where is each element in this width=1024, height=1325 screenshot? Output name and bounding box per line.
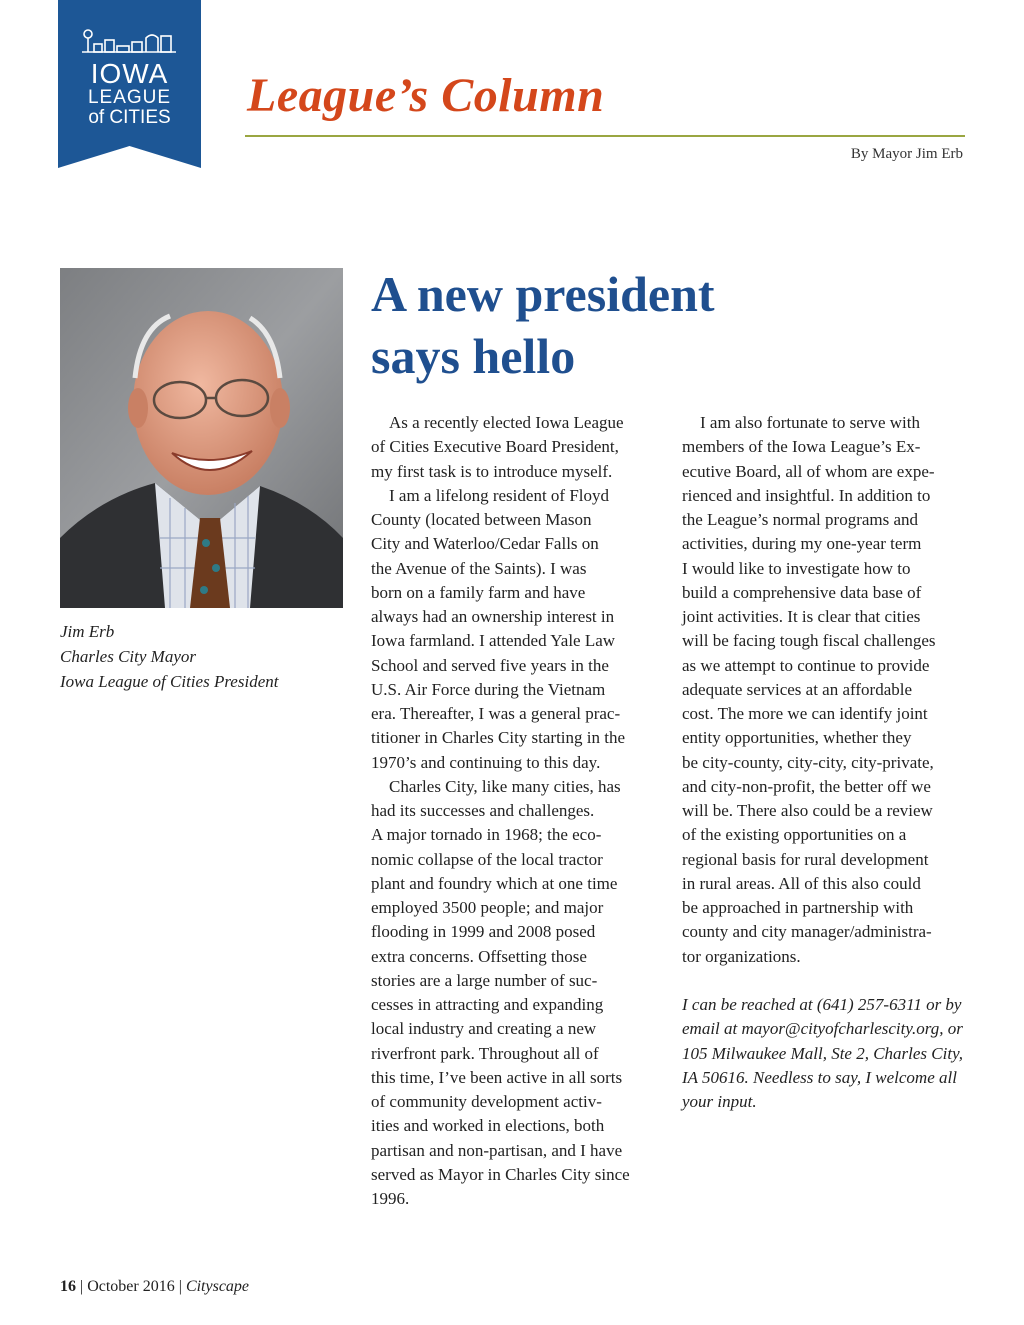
text-line: ecutive Board, all of whom are expe- xyxy=(682,461,935,481)
logo-cities-text: of CITIES xyxy=(88,107,171,128)
text-line: be approached in partnership with xyxy=(682,898,914,917)
text-line: employed 3500 people; and major xyxy=(371,898,604,917)
text-line: will be facing tough fiscal challenges xyxy=(682,631,936,651)
text-line: era. Thereafter, I was a general prac- xyxy=(371,704,621,723)
text-line: activities, during my one-year term xyxy=(682,534,922,554)
text-line: Iowa farmland. I attended Yale Law xyxy=(371,631,616,651)
footer-separator: | xyxy=(174,1278,186,1295)
text-line: served as Mayor in Charles City since xyxy=(371,1164,630,1184)
text-line: county and city manager/administra- xyxy=(682,922,932,942)
headline-line: says hello xyxy=(371,328,576,384)
text-line: of the existing opportunities on a xyxy=(682,825,907,845)
text-line: my first task is to introduce myself. xyxy=(371,461,613,481)
text-line: 1970’s and continuing to this day. xyxy=(371,752,601,772)
text-line: tor organizations. xyxy=(682,946,801,966)
column-title: League’s Column xyxy=(247,69,605,122)
text-line: City and Waterloo/Cedar Falls on xyxy=(371,534,599,554)
text-line: U.S. Air Force during the Vietnam xyxy=(371,679,606,699)
article-headline xyxy=(371,263,715,387)
contact-line: email at mayor@cityofcharlescity.org, or xyxy=(682,1019,963,1039)
caption-role: Iowa League of Cities President xyxy=(60,672,279,691)
text-line: of Cities Executive Board President, xyxy=(371,437,619,457)
text-line: in rural areas. All of this also could xyxy=(682,873,921,893)
text-line: 1996. xyxy=(371,1189,410,1208)
text-line: as we attempt to continue to provide xyxy=(682,655,930,675)
text-line: members of the Iowa League’s Ex- xyxy=(682,437,921,457)
page-number: 16 xyxy=(60,1278,76,1295)
text-line: stories are a large number of suc- xyxy=(371,970,598,990)
text-line: As a recently elected Iowa League xyxy=(389,413,624,432)
photo-caption xyxy=(60,619,278,694)
text-line: partisan and non-partisan, and I have xyxy=(371,1140,623,1160)
contact-line: IA 50616. Needless to say, I welcome all xyxy=(682,1067,957,1087)
iowa-league-logo xyxy=(58,0,201,168)
text-line: I am also fortunate to serve with xyxy=(700,413,920,432)
text-line: A major tornado in 1968; the eco- xyxy=(371,825,602,845)
text-line: and city-non-profit, the better off we xyxy=(682,776,931,796)
footer-separator: | xyxy=(76,1278,88,1295)
text-line: flooding in 1999 and 2008 posed xyxy=(371,922,596,942)
magazine-name: Cityscape xyxy=(185,1278,250,1295)
text-line: the Avenue of the Saints). I was xyxy=(371,558,587,578)
text-line: plant and foundry which at one time xyxy=(371,873,618,893)
text-line: always had an ownership interest in xyxy=(371,607,615,626)
caption-title: Charles City Mayor xyxy=(60,647,196,666)
text-line: cesses in attracting and expanding xyxy=(371,995,604,1014)
article-column-right xyxy=(682,411,936,969)
text-line: Charles City, like many cities, has xyxy=(389,776,621,796)
issue-date: October 2016 xyxy=(87,1278,175,1295)
text-line: the League’s normal programs and xyxy=(682,510,919,529)
text-line: School and served five years in the xyxy=(371,655,609,675)
mayor-portrait-photo xyxy=(60,268,343,608)
text-line: rienced and insightful. In addition to xyxy=(682,485,931,505)
text-line: adequate services at an affordable xyxy=(682,679,913,699)
contact-line: your input. xyxy=(682,1092,757,1111)
text-line: ities and worked in elections, both xyxy=(371,1116,605,1136)
text-line: joint activities. It is clear that cities xyxy=(682,607,921,626)
text-line: nomic collapse of the local tractor xyxy=(371,849,603,869)
page-footer xyxy=(60,1278,249,1296)
text-line: riverfront park. Throughout all of xyxy=(371,1043,599,1063)
contact-info xyxy=(682,993,963,1114)
byline: By Mayor Jim Erb xyxy=(850,146,963,162)
text-line: build a comprehensive data base of xyxy=(682,582,922,602)
text-line: born on a family farm and have xyxy=(371,582,586,602)
text-line: regional basis for rural development xyxy=(682,849,929,869)
text-line: County (located between Mason xyxy=(371,510,592,529)
text-line: titioner in Charles City starting in the xyxy=(371,728,626,748)
text-line: local industry and creating a new xyxy=(371,1019,597,1039)
contact-line: I can be reached at (641) 257-6311 or by xyxy=(682,995,962,1014)
title-divider xyxy=(245,135,965,137)
text-line: this time, I’ve been active in all sorts xyxy=(371,1067,623,1087)
caption-name: Jim Erb xyxy=(60,622,115,641)
text-line: cost. The more we can identify joint xyxy=(682,704,928,723)
text-line: I would like to investigate how to xyxy=(682,558,911,578)
text-line: will be. There also could be a review xyxy=(682,801,933,820)
headline-line: A new president xyxy=(371,266,715,322)
text-line: of community development activ- xyxy=(371,1092,602,1111)
text-line: entity opportunities, whether they xyxy=(682,728,912,748)
logo-iowa-text: IOWA xyxy=(90,58,169,89)
text-line: be city-county, city-city, city-private, xyxy=(682,752,934,772)
text-line: had its successes and challenges. xyxy=(371,801,595,820)
text-line: extra concerns. Offsetting those xyxy=(371,946,587,966)
article-column-left xyxy=(371,411,630,1211)
logo-league-text: LEAGUE xyxy=(87,87,172,108)
contact-line: 105 Milwaukee Mall, Ste 2, Charles City, xyxy=(682,1043,963,1063)
text-line: I am a lifelong resident of Floyd xyxy=(389,485,610,505)
